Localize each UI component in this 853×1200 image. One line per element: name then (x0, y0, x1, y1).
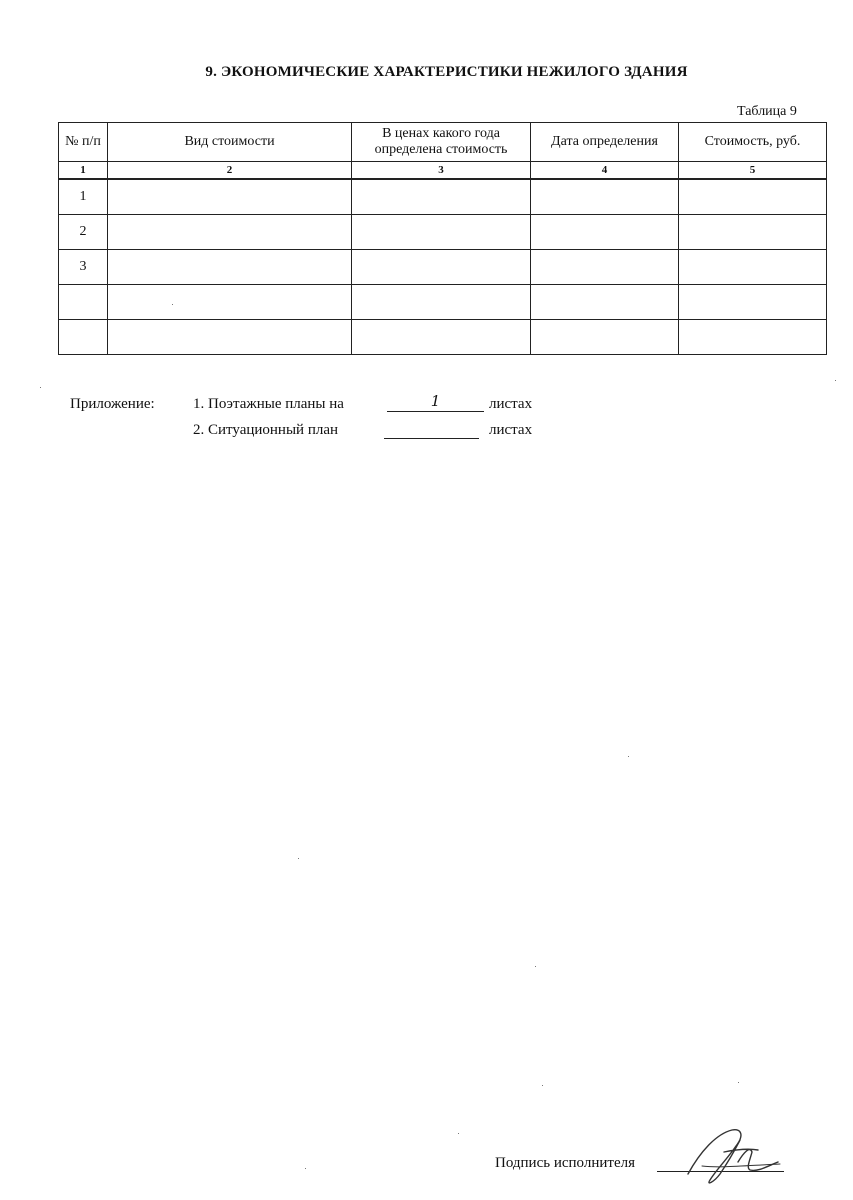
table-cell (679, 285, 827, 320)
table-cell (108, 320, 352, 355)
table-cell (352, 179, 531, 215)
table-cell (352, 285, 531, 320)
table-cell: 3 (59, 250, 108, 285)
header-cell-date: Дата определения (531, 123, 679, 162)
table-cell (531, 285, 679, 320)
table-row (59, 179, 827, 215)
scan-speck (458, 1133, 459, 1134)
scan-speck (305, 1168, 306, 1169)
table-cell (679, 320, 827, 355)
scan-speck (542, 1085, 543, 1086)
header-cell-cost: Стоимость, руб. (679, 123, 827, 162)
table-cell (352, 215, 531, 250)
header-cell-number: № п/п (59, 123, 108, 162)
table-cell (531, 179, 679, 215)
table-cell: 1 (59, 179, 108, 215)
table-cell (531, 320, 679, 355)
scan-speck (298, 858, 299, 859)
attachment-suffix: листах (489, 396, 533, 412)
column-number: 3 (352, 162, 531, 180)
table-row (59, 320, 827, 355)
table-header-row (59, 123, 827, 162)
table-row (59, 215, 827, 250)
attachment-item-site-plan: 2. Ситуационный план (193, 422, 339, 438)
table-cell (679, 179, 827, 215)
attachment-item-floor-plans: 1. Поэтажные планы на (193, 396, 344, 412)
column-number: 5 (679, 162, 827, 180)
scan-speck (535, 966, 536, 967)
header-cell-price-year: В ценах какого года определена стоимость (352, 123, 531, 162)
table-cell (108, 179, 352, 215)
table-cell: 2 (59, 215, 108, 250)
column-number: 2 (108, 162, 352, 180)
economic-characteristics-table (58, 122, 827, 355)
column-number: 4 (531, 162, 679, 180)
site-plan-sheet-count (384, 421, 479, 439)
table-row (59, 250, 827, 285)
scan-speck (738, 1082, 739, 1083)
table-cell (59, 320, 108, 355)
scan-speck (172, 304, 173, 305)
document-title: 9. ЭКОНОМИЧЕСКИЕ ХАРАКТЕРИСТИКИ НЕЖИЛОГО ЗДАНИЯ (205, 64, 688, 80)
scan-speck (40, 387, 41, 388)
table-cell (531, 250, 679, 285)
attachment-suffix: листах (489, 422, 533, 438)
column-number-row (59, 162, 827, 180)
table-cell (59, 285, 108, 320)
table-cell (531, 215, 679, 250)
scan-speck (628, 756, 629, 757)
table-cell (108, 215, 352, 250)
table-cell (679, 215, 827, 250)
signature-label: Подпись исполнителя (495, 1155, 635, 1171)
table-row (59, 285, 827, 320)
handwritten-signature (680, 1122, 790, 1188)
header-cell-value-type: Вид стоимости (108, 123, 352, 162)
floor-plans-sheet-count: 1 (387, 394, 484, 412)
table-cell (679, 250, 827, 285)
column-number: 1 (59, 162, 108, 180)
table-label: Таблица 9 (737, 104, 797, 119)
table-cell (352, 320, 531, 355)
attachments-label: Приложение: (70, 396, 155, 412)
table-cell (108, 285, 352, 320)
table-cell (108, 250, 352, 285)
table-cell (352, 250, 531, 285)
scan-speck (835, 380, 836, 381)
